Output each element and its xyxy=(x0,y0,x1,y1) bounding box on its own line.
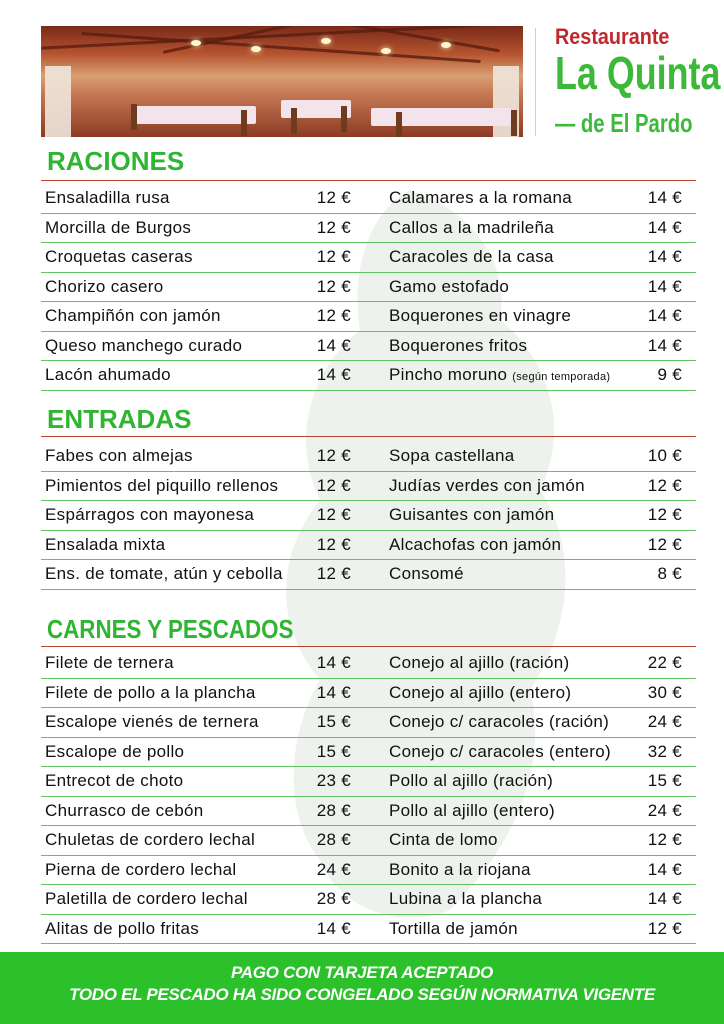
dish-price: 12 € xyxy=(316,446,351,465)
menu-row xyxy=(41,361,696,391)
dish-price: 12 € xyxy=(316,276,351,296)
logo-line-name: La Quinta xyxy=(555,47,721,99)
menu-row xyxy=(41,738,696,768)
dish-price: 28 € xyxy=(316,800,351,820)
dish-name: Sopa castellana xyxy=(389,446,515,465)
dish-price: 12 € xyxy=(316,188,351,207)
dish-name: Calamares a la romana xyxy=(389,188,572,207)
menu-row xyxy=(41,797,696,827)
dish-price: 12 € xyxy=(316,564,351,583)
dish-name: Alcachofas con jamón xyxy=(389,534,562,554)
dish-name: Lacón ahumado xyxy=(45,365,171,384)
dish-price: 12 € xyxy=(316,217,351,237)
dish-name: Pollo al ajillo (entero) xyxy=(389,800,555,820)
dish-price: 14 € xyxy=(316,682,351,702)
dish-price: 12 € xyxy=(316,247,351,266)
dish-price: 32 € xyxy=(647,741,682,761)
dish-price: 9 € xyxy=(657,365,682,384)
dish-name: Conejo c/ caracoles (ración) xyxy=(389,712,610,731)
dish-name: Fabes con almejas xyxy=(45,446,193,465)
dish-price: 12 € xyxy=(316,534,351,554)
dish-name: Espárragos con mayonesa xyxy=(45,505,255,524)
dish-price: 14 € xyxy=(647,859,682,879)
logo-line-location: — de El Pardo xyxy=(555,108,693,138)
dish-price: 14 € xyxy=(647,217,682,237)
dish-price: 8 € xyxy=(657,564,682,583)
dish-name: Pincho moruno (según temporada) xyxy=(389,365,611,384)
menu-row xyxy=(41,649,696,679)
dish-price: 14 € xyxy=(647,889,682,908)
dish-name: Guisantes con jamón xyxy=(389,505,555,524)
dish-name: Conejo al ajillo (entero) xyxy=(389,682,572,702)
dish-price: 15 € xyxy=(316,712,351,731)
dish-name: Filete de pollo a la plancha xyxy=(45,682,256,702)
dish-name: Escalope de pollo xyxy=(45,741,185,761)
dish-price: 24 € xyxy=(647,712,682,731)
dish-price: 12 € xyxy=(647,830,682,849)
menu-row xyxy=(41,501,696,531)
footer-payment-note: PAGO CON TARJETA ACEPTADO xyxy=(231,963,493,982)
restaurant-logo xyxy=(535,24,721,144)
dish-name: Chorizo casero xyxy=(45,276,164,296)
menu-row xyxy=(41,885,696,915)
dish-name: Gamo estofado xyxy=(389,276,510,296)
dish-name: Champiñón con jamón xyxy=(45,306,221,325)
footer-fish-note: TODO EL PESCADO HA SIDO CONGELADO SEGÚN NORMATIVA VIGENTE xyxy=(69,985,655,1004)
menu-row xyxy=(41,184,696,214)
dish-price: 14 € xyxy=(647,247,682,266)
dish-price: 14 € xyxy=(316,918,351,938)
section-rule xyxy=(41,180,696,181)
dish-name: Boquerones en vinagre xyxy=(389,306,572,325)
menu-row xyxy=(41,472,696,502)
dish-price: 15 € xyxy=(316,741,351,761)
dish-price: 10 € xyxy=(647,446,682,465)
dish-price: 14 € xyxy=(647,335,682,355)
dish-price: 22 € xyxy=(647,653,682,672)
dish-price: 24 € xyxy=(316,859,351,879)
dish-price: 12 € xyxy=(316,475,351,495)
dish-price: 12 € xyxy=(647,475,682,495)
logo-line-restaurante: Restaurante xyxy=(555,24,670,49)
dish-name: Entrecot de choto xyxy=(45,771,184,790)
section-title-carnes-y-pescados: CARNES Y PESCADOS xyxy=(47,614,294,644)
dish-name: Lubina a la plancha xyxy=(389,889,543,908)
menu-row xyxy=(41,560,696,590)
dish-price: 14 € xyxy=(647,276,682,296)
menu-row xyxy=(41,767,696,797)
dish-name: Tortilla de jamón xyxy=(389,918,518,938)
footer-banner xyxy=(0,952,724,1024)
dish-price: 12 € xyxy=(647,918,682,938)
menu-grid-carnes-y-pescados xyxy=(41,649,696,944)
dish-price: 30 € xyxy=(647,682,682,702)
dish-price: 14 € xyxy=(647,188,682,207)
dish-name: Caracoles de la casa xyxy=(389,247,554,266)
dish-name: Pimientos del piquillo rellenos xyxy=(45,475,279,495)
dish-name: Boquerones fritos xyxy=(389,335,528,355)
dish-price: 14 € xyxy=(316,653,351,672)
dish-name: Ensalada mixta xyxy=(45,534,166,554)
dish-name: Conejo c/ caracoles (entero) xyxy=(389,741,611,761)
dish-price: 28 € xyxy=(316,830,351,849)
menu-row xyxy=(41,332,696,362)
dish-price: 12 € xyxy=(647,534,682,554)
dish-price: 12 € xyxy=(316,505,351,524)
menu-row xyxy=(41,856,696,886)
menu-row xyxy=(41,826,696,856)
section-title-entradas: ENTRADAS xyxy=(47,404,192,434)
dish-name: Judías verdes con jamón xyxy=(389,475,585,495)
dish-name: Filete de ternera xyxy=(45,653,174,672)
dish-name: Queso manchego curado xyxy=(45,335,243,355)
dish-name: Callos a la madrileña xyxy=(389,217,555,237)
menu-row xyxy=(41,915,696,945)
dish-price: 12 € xyxy=(647,505,682,524)
dish-name: Ensaladilla rusa xyxy=(45,188,170,207)
dish-price: 28 € xyxy=(316,889,351,908)
section-rule xyxy=(41,436,696,437)
dish-name: Bonito a la riojana xyxy=(389,859,531,879)
menu-row xyxy=(41,442,696,472)
dish-price: 12 € xyxy=(316,306,351,325)
section-title-raciones: RACIONES xyxy=(47,146,185,176)
menu-row xyxy=(41,243,696,273)
menu-grid-raciones xyxy=(41,184,696,391)
menu-row xyxy=(41,679,696,709)
dish-name: Paletilla de cordero lechal xyxy=(45,889,248,908)
menu-grid-entradas xyxy=(41,442,696,590)
dish-name: Alitas de pollo fritas xyxy=(45,918,200,938)
dish-name: Pierna de cordero lechal xyxy=(45,859,237,879)
dish-name: Morcilla de Burgos xyxy=(45,217,192,237)
section-rule xyxy=(41,646,696,647)
dish-price: 14 € xyxy=(316,335,351,355)
dish-name: Escalope vienés de ternera xyxy=(45,712,259,731)
dish-name: Conejo al ajillo (ración) xyxy=(389,653,570,672)
dish-name: Pollo al ajillo (ración) xyxy=(389,771,554,790)
dish-price: 15 € xyxy=(647,771,682,790)
menu-row xyxy=(41,273,696,303)
dish-price: 23 € xyxy=(316,771,351,790)
dish-name: Cinta de lomo xyxy=(389,830,498,849)
dish-price: 14 € xyxy=(316,365,351,384)
menu-row xyxy=(41,531,696,561)
dish-price: 24 € xyxy=(647,800,682,820)
dish-note: (según temporada) xyxy=(512,371,611,383)
menu-row xyxy=(41,708,696,738)
menu-row xyxy=(41,214,696,244)
dish-name: Churrasco de cebón xyxy=(45,800,204,820)
dish-name: Chuletas de cordero lechal xyxy=(45,830,256,849)
logo-divider xyxy=(535,28,536,136)
dish-name: Croquetas caseras xyxy=(45,247,193,266)
dish-price: 14 € xyxy=(647,306,682,325)
dish-name: Ens. de tomate, atún y cebolla xyxy=(45,564,283,583)
dish-name: Consomé xyxy=(389,564,464,583)
restaurant-interior-photo xyxy=(41,26,523,137)
menu-row xyxy=(41,302,696,332)
